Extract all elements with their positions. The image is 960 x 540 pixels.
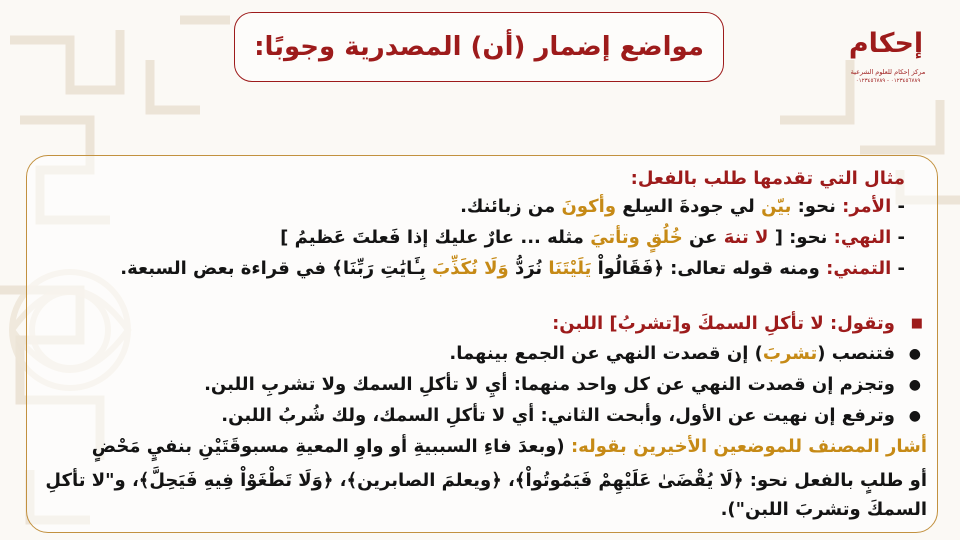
nahy-highlight-red: لا تنهَ [723,227,769,248]
tamanni-highlight-1: يَلَيْتَنَا [548,258,592,279]
tamanni-text-3: بِـَٔايَٰتِ رَبِّنَا﴾ في قراءة بعض السبعة. [120,258,433,279]
section3-line-2: أو طلبٍ بالفعل نحو: ﴿لَا يُقْضَىٰ عَلَيْهِمْ فَيَمُوتُواْ﴾، ﴿ويعلمَ الصابرين﴾، ﴿وَلَا تَطْغَوْاْ فِيهِ فَيَحِلَّ﴾، و"لا تأكلِ [45,470,927,491]
nasb-text-1: فتنصب ( [817,343,895,364]
brand-logo [838,22,938,92]
example-nahy: - النهي: نحو: [ لا تنهَ عن خُلُقٍ وتأتيَ مثله ... عارٌ عليك إذا فَعلتَ عَظيمُ ] [280,227,905,248]
amr-text-2: لي جودةَ السِلع [616,196,762,217]
bullet-raf: وترفع إن نهيت عن الأول، وأبحت الثاني: أي لا تأكلِ السمك، ولك شُربُ اللبن. [221,405,895,426]
square-bullet-icon: ■ [910,316,923,331]
nasb-text-2: ) إن قصدت النهي عن الجمع بينهما. [449,343,763,364]
logo-name: إحكام [848,28,924,59]
section2-heading: وتقول: لا تأكلِ السمكَ و[تشربُ] اللبن: [552,313,895,334]
bullet-icon: ● [908,346,921,362]
logo-phone: ٠١٢٣٤٥٦٧٨٩ - ٠١٢٣٤٥٦٧٨٩ [855,78,921,84]
bullet-icon: ● [908,408,921,424]
nahy-text-1: نحو: [ [768,227,834,248]
tamanni-text-2: نُرَدُّ [508,258,549,279]
nasb-highlight: تشربَ [762,343,818,364]
example-tamanni: - التمني: ومنه قوله تعالى: ﴿فَقَالُواْ يَلَيْتَنَا نُرَدُّ وَلَا نُكَذِّبَ بِـَٔايَٰتِ رَبِّنَا﴾ في قراءة بعض السبعة. [120,258,905,279]
bullet-jazm: وتجزم إن قصدت النهي عن كل واحد منهما: أيِ لا تأكلِ السمك ولا تشربِ اللبن. [204,374,895,395]
amr-highlight-2: وأكونَ [561,196,617,217]
nahy-text-3: مثله ... عارٌ عليك إذا فَعلتَ عَظيمُ ] [280,227,591,248]
tamanni-highlight-2: وَلَا نُكَذِّبَ [432,258,509,279]
amr-text-1: نحو: [791,196,843,217]
section3-line-1 [92,434,927,460]
bullet-icon: ● [908,377,921,393]
section3-line-3: السمكَ وتشربَ اللبن"). [720,499,927,520]
content-box [26,155,938,533]
nahy-label: النهي: [833,227,892,248]
nahy-highlight-2: وتأتيَ [590,227,647,248]
example-amr: - الأمر: نحو: بيّن لي جودةَ السِلع وأكونَ من زبائنك. [460,196,905,217]
section3-head: أشار المصنف للموضعين الأخيرين بقوله: [570,436,927,457]
nahy-text-2: عن [682,227,724,248]
logo-subtitle: مركز إحكام للعلوم الشرعية [850,68,926,76]
tamanni-text-1: ومنه قوله تعالى: ﴿فَقَالُواْ [591,258,827,279]
tamanni-label: التمني: [826,258,892,279]
section1-heading: مثال التي تقدمها طلب بالفعل: [630,168,905,189]
slide-title: مواضع إضمار (أن) المصدرية وجوبًا: [254,32,704,62]
section3-text-1: (وبعدَ فاءِ السببيةِ أو واوِ المعيةِ مسبوقَتَيْنِ بنفيٍ مَحْضٍ [91,436,571,457]
bullet-nasb [449,341,895,367]
amr-label: الأمر: [842,196,892,217]
amr-highlight-1: بيّن [761,196,792,217]
title-box [234,12,724,82]
amr-text-3: من زبائنك. [460,196,562,217]
nahy-highlight-1: خُلُقٍ [646,227,683,248]
